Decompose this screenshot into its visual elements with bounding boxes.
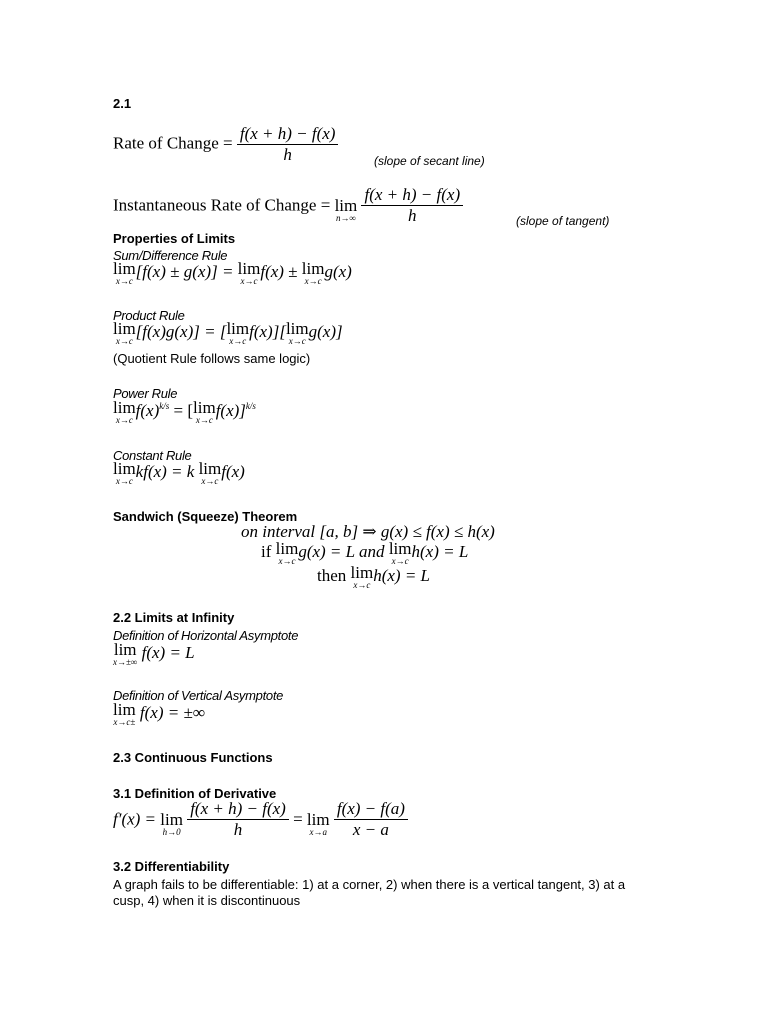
vertical-asymptote-formula bbox=[113, 700, 205, 727]
lim-subscript: x→c bbox=[115, 336, 133, 346]
difference-quotient-2 bbox=[361, 185, 463, 226]
squeeze-conclusion: h(x) = L bbox=[373, 566, 430, 585]
lim-text: lim bbox=[113, 700, 136, 719]
lim-text: lim bbox=[113, 259, 136, 278]
lim-subscript: x→c bbox=[278, 556, 296, 566]
lim-subscript: x→±∞ bbox=[113, 657, 138, 667]
fraction-denominator: h bbox=[233, 820, 243, 839]
vertical-asymptote-heading: Definition of Vertical Asymptote bbox=[113, 688, 284, 703]
derivative-quotient-a bbox=[334, 799, 408, 840]
section-3-2-heading: 3.2 Differentiability bbox=[113, 859, 230, 874]
sum-end: g(x) bbox=[324, 262, 352, 281]
sum-mid: f(x) ± bbox=[260, 262, 298, 281]
constant-end: f(x) bbox=[221, 462, 245, 481]
sum-rule-formula bbox=[113, 259, 352, 286]
horizontal-asymptote-formula bbox=[113, 640, 195, 667]
lim-subscript: x→c bbox=[391, 556, 409, 566]
rate-of-change-formula bbox=[113, 124, 338, 165]
horizontal-asymptote-heading: Definition of Horizontal Asymptote bbox=[113, 628, 299, 643]
product-rule-formula bbox=[113, 319, 343, 346]
lim-subscript: x→c bbox=[353, 580, 371, 590]
section-3-1-heading: 3.1 Definition of Derivative bbox=[113, 786, 277, 801]
fraction-numerator: f(x + h) − f(x) bbox=[237, 124, 339, 145]
constant-lhs: kf(x) = k bbox=[135, 462, 195, 481]
lim-text: lim bbox=[350, 563, 374, 582]
constant-rule-formula bbox=[113, 459, 245, 486]
lim-subscript: x→c bbox=[201, 476, 219, 486]
lim-subscript: x→a bbox=[309, 826, 327, 837]
lim-text: lim bbox=[193, 398, 216, 417]
lim-text: lim bbox=[334, 195, 358, 215]
fraction-numerator: f(x) − f(a) bbox=[334, 799, 408, 820]
lim-subscript: x→c bbox=[115, 415, 133, 425]
lim-subscript: x→c bbox=[240, 276, 258, 286]
derivative-formula bbox=[113, 799, 408, 840]
sum-rule-heading: Sum/Difference Rule bbox=[113, 248, 228, 263]
power-end: f(x)] bbox=[215, 401, 246, 420]
constant-rule-heading: Constant Rule bbox=[113, 448, 192, 463]
vertical-limit: f(x) = ±∞ bbox=[139, 703, 205, 722]
tangent-note: (slope of tangent) bbox=[516, 214, 610, 228]
lim-text: lim bbox=[113, 398, 136, 417]
lim-text: lim bbox=[160, 809, 183, 829]
derivative-lhs: f′(x) = bbox=[113, 809, 157, 829]
instantaneous-rate-formula bbox=[113, 185, 463, 226]
limit-operator bbox=[334, 195, 358, 223]
lim-text: lim bbox=[113, 640, 137, 659]
horizontal-limit: f(x) = L bbox=[141, 643, 195, 662]
lim-text: lim bbox=[301, 259, 325, 278]
fraction-numerator: f(x + h) − f(x) bbox=[361, 185, 463, 206]
power-exponent: k/s bbox=[245, 401, 256, 411]
lim-subscript: h→0 bbox=[162, 826, 181, 837]
product-lhs: [f(x)g(x)] = [ bbox=[135, 322, 227, 341]
squeeze-h-limit: h(x) = L bbox=[411, 542, 469, 561]
instantaneous-rate-label: Instantaneous Rate of Change = bbox=[113, 195, 331, 215]
fraction-denominator: x − a bbox=[352, 820, 389, 839]
power-exponent: k/s bbox=[159, 401, 170, 411]
product-mid: f(x)][ bbox=[249, 322, 286, 341]
squeeze-line-3 bbox=[317, 563, 430, 590]
fraction-numerator: f(x + h) − f(x) bbox=[187, 799, 289, 820]
section-2-2-heading: 2.2 Limits at Infinity bbox=[113, 610, 235, 625]
lim-subscript: n→∞ bbox=[335, 212, 356, 223]
lim-subscript: x→c bbox=[304, 276, 322, 286]
differentiability-text: A graph fails to be differentiable: 1) at a corner, 2) when there is a vertical tangent, 3) at a cusp, 4) when it is discontinuous bbox=[113, 877, 626, 908]
lim-subscript: x→c bbox=[229, 336, 247, 346]
section-2-3-heading: 2.3 Continuous Functions bbox=[113, 750, 273, 765]
squeeze-condition: on interval [a, b] ⇒ g(x) ≤ f(x) ≤ h(x) bbox=[241, 522, 495, 541]
sandwich-heading: Sandwich (Squeeze) Theorem bbox=[113, 509, 298, 524]
lim-text: lim bbox=[226, 319, 250, 338]
product-end: g(x)] bbox=[308, 322, 343, 341]
fraction-denominator: h bbox=[283, 145, 292, 164]
secant-note: (slope of secant line) bbox=[374, 154, 485, 168]
lim-text: lim bbox=[113, 459, 136, 478]
squeeze-g-limit: g(x) = L and bbox=[298, 542, 385, 561]
power-rule-heading: Power Rule bbox=[113, 386, 178, 401]
derivative-equals: = bbox=[293, 809, 303, 829]
derivative-quotient-h bbox=[187, 799, 289, 840]
lim-text: lim bbox=[275, 539, 299, 558]
lim-subscript: x→c bbox=[115, 276, 133, 286]
lim-text: lim bbox=[285, 319, 309, 338]
lim-text: lim bbox=[113, 319, 136, 338]
lim-subscript: x→c bbox=[288, 336, 306, 346]
properties-heading: Properties of Limits bbox=[113, 231, 236, 246]
fraction-denominator: h bbox=[408, 206, 417, 225]
quotient-note: (Quotient Rule follows same logic) bbox=[113, 351, 311, 366]
power-lhs: f(x) bbox=[135, 401, 160, 420]
power-rule-formula bbox=[113, 398, 256, 425]
squeeze-if: if bbox=[261, 542, 272, 561]
rate-of-change-label: Rate of Change = bbox=[113, 133, 233, 153]
product-rule-heading: Product Rule bbox=[113, 308, 185, 323]
sum-lhs: [f(x) ± g(x)] = bbox=[135, 262, 234, 281]
lim-text: lim bbox=[198, 459, 222, 478]
lim-subscript: x→c bbox=[115, 476, 133, 486]
lim-subscript: x→c± bbox=[113, 717, 136, 727]
squeeze-then: then bbox=[317, 566, 347, 585]
power-mid: = [ bbox=[173, 401, 194, 420]
lim-text: lim bbox=[306, 809, 330, 829]
lim-text: lim bbox=[388, 539, 412, 558]
lim-subscript: x→c bbox=[195, 415, 213, 425]
section-2-1-heading: 2.1 bbox=[113, 96, 132, 111]
lim-text: lim bbox=[237, 259, 261, 278]
difference-quotient bbox=[237, 124, 339, 165]
